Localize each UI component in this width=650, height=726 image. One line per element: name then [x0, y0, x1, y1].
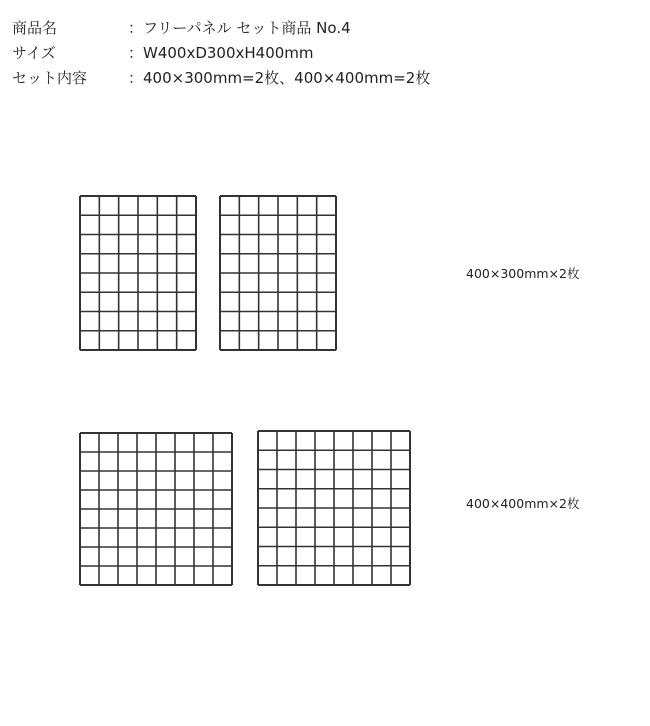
spec-value: ：フリーパネル セット商品 No.4 — [128, 19, 351, 37]
wire-panel-400x400-a — [78, 431, 234, 587]
spec-value: ：400×300mm=2枚、400×400mm=2枚 — [128, 69, 431, 87]
spec-value: ：W400xD300xH400mm — [128, 44, 314, 62]
caption-400x400: 400×400mm×2枚 — [466, 496, 580, 511]
spec-label: セット内容 — [12, 69, 88, 87]
spec-label: 商品名 — [12, 19, 58, 37]
wire-panel-400x400-b — [256, 429, 412, 587]
caption-400x300: 400×300mm×2枚 — [466, 266, 580, 281]
wire-panel-400x300-a — [78, 194, 198, 352]
spec-label: サイズ — [12, 44, 56, 62]
wire-panel-400x300-b — [218, 194, 338, 352]
